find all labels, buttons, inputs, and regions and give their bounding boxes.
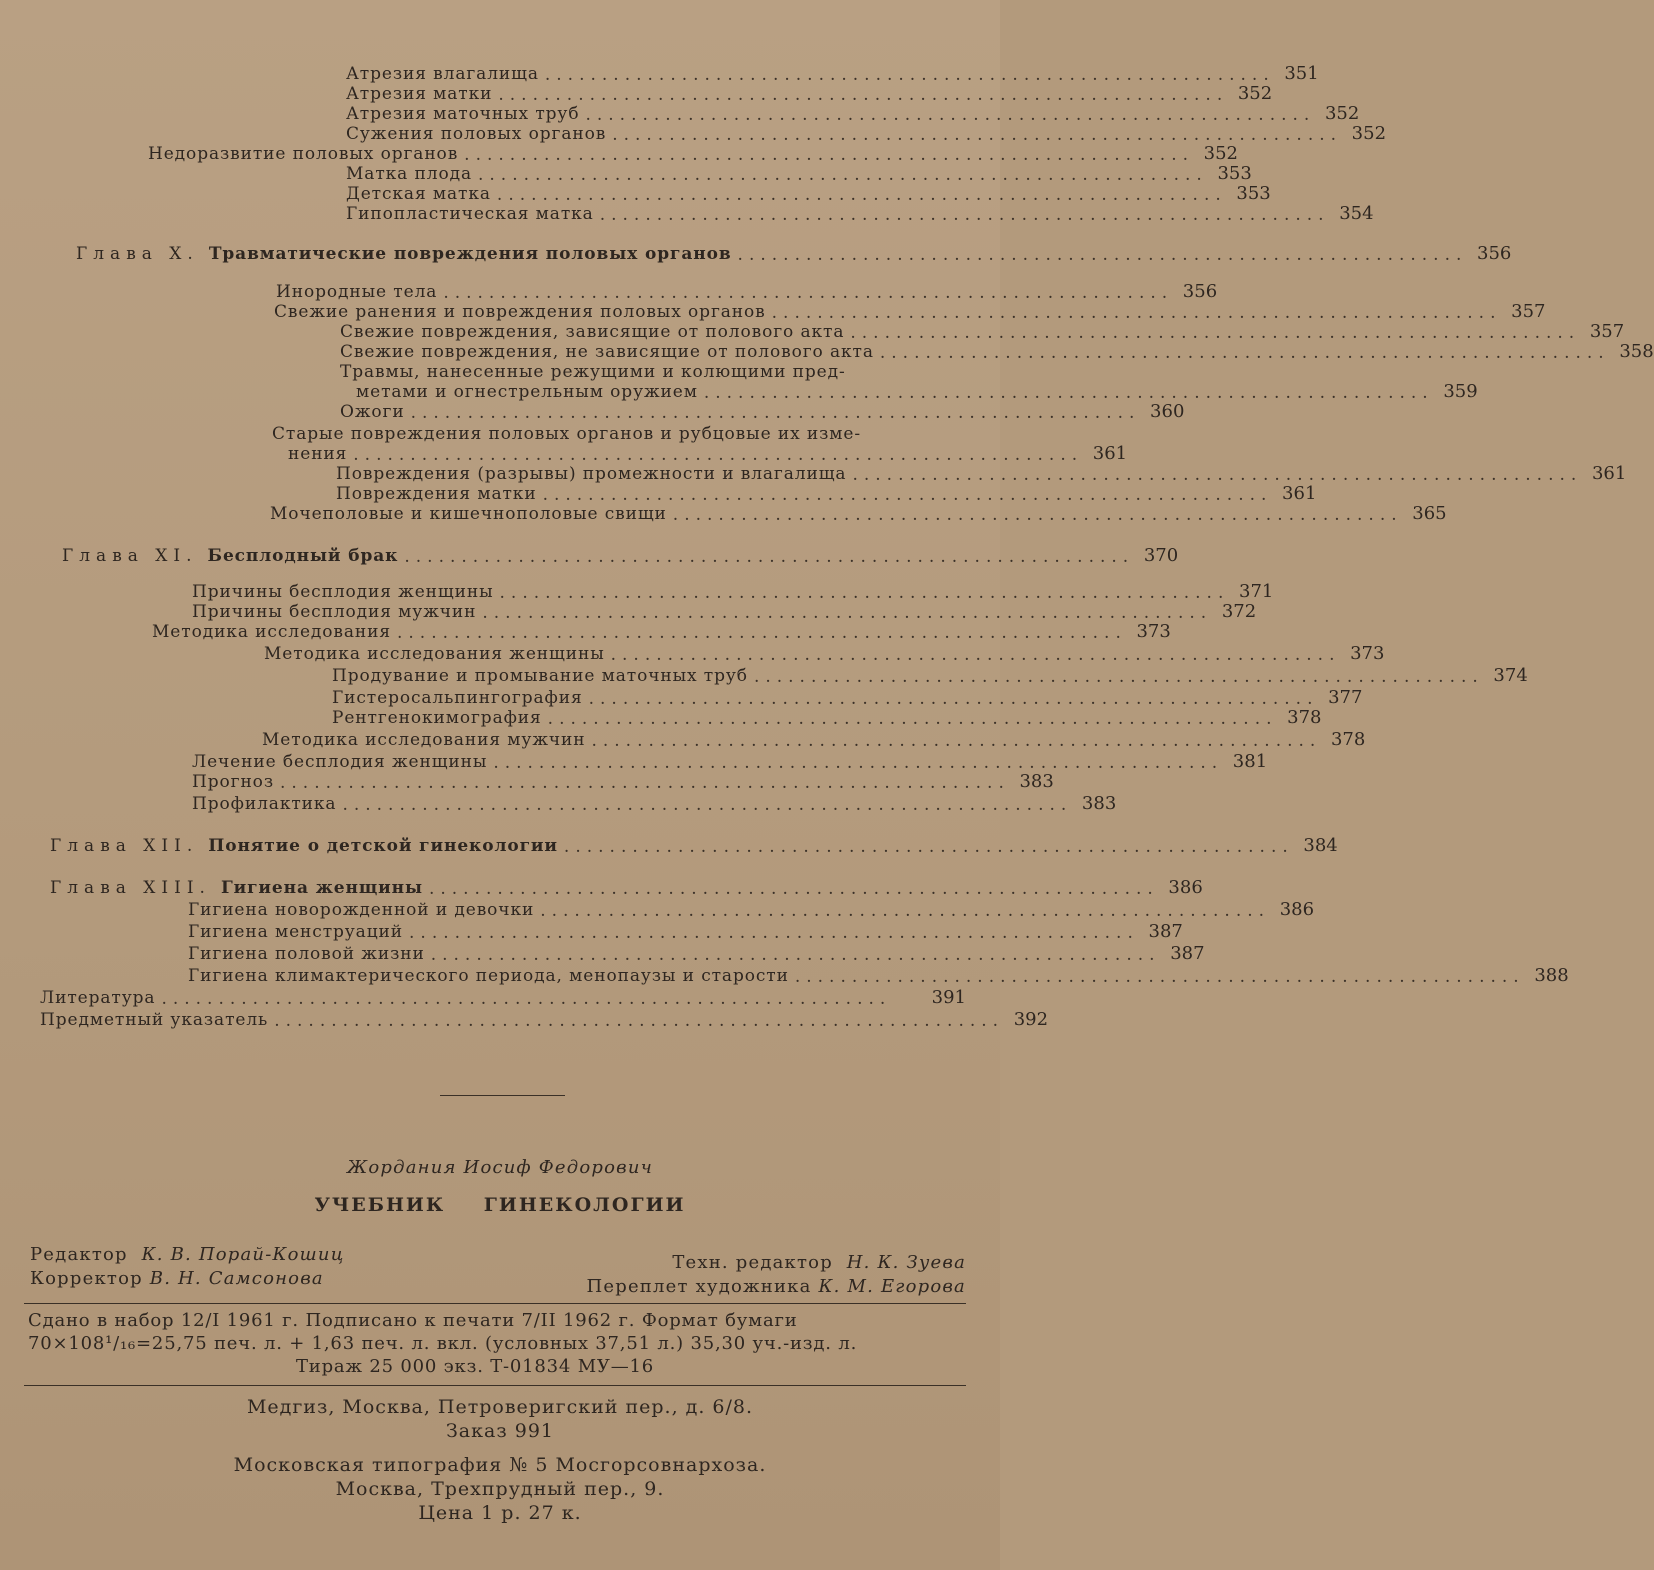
toc-entry: Повреждения (разрывы) промежности и влагалища ................................................................ 361 — [336, 463, 1627, 485]
toc-chapter-heading: Глава XII. Понятие о детской гинекологии ................................................................ 384 — [50, 835, 1338, 857]
toc-page-number: 377 — [1328, 687, 1363, 708]
toc-page-number: 387 — [1148, 921, 1183, 942]
toc-chapter-heading: Глава X. Травматические повреждения половых органов ................................................................ 356 — [76, 243, 1512, 265]
chapter-number: Глава XI. — [62, 546, 198, 566]
toc-page-number: 357 — [1511, 301, 1546, 322]
printer-address: Москва, Трехпрудный пер., 9. — [335, 1478, 665, 1500]
toc-entry: Предметный указатель ................................................................ 392 — [40, 1009, 1049, 1031]
toc-entry: Причины бесплодия женщины ................................................................ 371 — [192, 581, 1274, 603]
toc-page-number: 383 — [1081, 793, 1117, 814]
toc-page-number: 387 — [1170, 943, 1205, 964]
tech-editor-label: Техн. редактор — [672, 1252, 833, 1273]
printer-name: Московская типография № 5 Мосгорсовнархоза. — [233, 1454, 767, 1476]
toc-entry: Методика исследования мужчин ................................................................ 378 — [262, 729, 1366, 751]
editor-label: Редактор — [30, 1244, 128, 1265]
toc-entry: Атрезия маточных труб ................................................................ 352 — [346, 103, 1360, 125]
corrector-label: Корректор — [30, 1268, 143, 1289]
imprint-rule-top — [24, 1303, 966, 1304]
toc-page-number: 381 — [1232, 751, 1268, 772]
book-title: УЧЕБНИК ГИНЕКОЛОГИИ — [314, 1194, 686, 1216]
chapter-title: Гигиена женщины — [220, 878, 423, 898]
toc-entry: Мочеполовые и кишечнополовые свищи ................................................................ 365 — [270, 503, 1447, 525]
toc-page-number: 384 — [1303, 835, 1338, 856]
toc-entry: Атрезия влагалища ................................................................ 351 — [346, 63, 1319, 85]
chapter-title: Бесплодный брак — [207, 546, 399, 566]
toc-entry: Свежие повреждения, не зависящие от полового акта ................................................................ 358 — [340, 341, 1654, 363]
toc-page-number: 361 — [1591, 463, 1627, 484]
editor-credit — [30, 1244, 344, 1265]
toc-page-number: 361 — [1092, 443, 1128, 464]
editor-name: К. В. Порай-Кошиц — [141, 1244, 345, 1265]
toc-page-number: 386 — [1168, 877, 1203, 898]
toc-entry: Свежие ранения и повреждения половых органов ................................................................ 357 — [274, 301, 1546, 323]
binding-label: Переплет художника — [586, 1276, 812, 1297]
binding-artist-credit — [586, 1276, 966, 1297]
toc-page-number: 371 — [1239, 581, 1274, 602]
chapter-title: Понятие о детской гинекологии — [208, 836, 558, 856]
toc-page-number: 356 — [1182, 281, 1218, 302]
toc-chapter-heading: Глава XI. Бесплодный брак ................................................................ 370 — [62, 545, 1179, 567]
toc-entry: Матка плода ................................................................ 353 — [346, 163, 1252, 185]
toc-entry: Гигиена менструаций ................................................................ 387 — [188, 921, 1183, 943]
toc-page-number: 372 — [1221, 601, 1257, 622]
toc-entry: Гипопластическая матка ................................................................ 354 — [346, 203, 1374, 225]
toc-page-number: 352 — [1237, 83, 1273, 104]
toc-entry: Сужения половых органов ................................................................ 352 — [346, 123, 1387, 145]
toc-page-number: 365 — [1412, 503, 1447, 524]
imprint-line: Сдано в набор 12/I 1961 г. Подписано к печати 7/II 1962 г. Формат бумаги — [28, 1310, 798, 1331]
toc-page-number: 373 — [1350, 643, 1385, 664]
toc-page-number: 388 — [1534, 965, 1569, 986]
toc-page-number: 391 — [931, 987, 966, 1008]
toc-page-number: 373 — [1136, 621, 1171, 642]
toc-page-number: 386 — [1279, 899, 1315, 920]
toc-page-number: 392 — [1013, 1009, 1049, 1030]
separator-rule — [440, 1095, 565, 1096]
chapter-number: Глава XII. — [50, 836, 199, 856]
toc-page-number: 353 — [1217, 163, 1252, 184]
toc-page-number: 353 — [1236, 183, 1271, 204]
toc-entry: Продувание и промывание маточных труб ................................................................ 374 — [332, 665, 1528, 687]
toc-entry: Недоразвитие половых органов ................................................................ 352 — [148, 143, 1239, 165]
toc-entry: Гигиена новорожденной и девочки ................................................................ 386 — [188, 899, 1315, 921]
toc-entry: Рентгенокимография ................................................................ 378 — [332, 707, 1322, 729]
imprint-line: Тираж 25 000 экз. Т-01834 МУ—16 — [296, 1356, 655, 1377]
toc-page-number: 360 — [1150, 401, 1185, 422]
toc-page-number: 383 — [1019, 771, 1054, 792]
toc-entry: Ожоги ................................................................ 360 — [340, 401, 1185, 423]
chapter-number: Глава X. — [76, 244, 199, 264]
toc-page-number: 352 — [1203, 143, 1239, 164]
chapter-number: Глава XIII. — [50, 878, 211, 898]
toc-page-number: 370 — [1143, 545, 1179, 566]
toc-page-number: 359 — [1443, 381, 1478, 402]
publisher-address: Медгиз, Москва, Петроверигский пер., д. 6/8. — [246, 1396, 754, 1418]
toc-entry: Гигиена климактерического периода, менопаузы и старости ................................................................ 388 — [188, 965, 1569, 987]
corrector-name: В. Н. Самсонова — [149, 1268, 324, 1289]
toc-page-number: 361 — [1282, 483, 1317, 504]
toc-page-number: 354 — [1339, 203, 1374, 224]
tech-editor-credit — [672, 1252, 966, 1273]
binding-artist-name: К. М. Егорова — [818, 1276, 966, 1297]
toc-page-number: 378 — [1287, 707, 1322, 728]
toc-entry: нения ................................................................ 361 — [288, 443, 1128, 465]
imprint-rule-bottom — [24, 1385, 966, 1386]
toc-page-number: 358 — [1619, 341, 1654, 362]
order-number: Заказ 991 — [445, 1420, 555, 1442]
toc-entry: Гигиена половой жизни ................................................................ 387 — [188, 943, 1205, 965]
toc-chapter-heading: Глава XIII. Гигиена женщины ................................................................ 386 — [50, 877, 1203, 899]
toc-entry: Лечение бесплодия женщины ................................................................ 381 — [192, 751, 1268, 773]
toc-entry: Методика исследования ................................................................ 373 — [152, 621, 1171, 643]
chapter-title: Травматические повреждения половых органов — [208, 244, 732, 264]
tech-editor-name: Н. К. Зуева — [846, 1252, 966, 1273]
price: Цена 1 р. 27 к. — [418, 1502, 582, 1524]
toc-entry: Детская матка ................................................................ 353 — [346, 183, 1271, 205]
corrector-credit — [30, 1268, 324, 1289]
toc-entry: Профилактика ................................................................ 383 — [192, 793, 1117, 815]
toc-entry: Методика исследования женщины ................................................................ 373 — [264, 643, 1385, 665]
toc-entry: Гистеросальпингография ................................................................ 377 — [332, 687, 1363, 709]
toc-page-number: 352 — [1324, 103, 1360, 124]
toc-entry: Повреждения матки ................................................................ 361 — [336, 483, 1317, 505]
toc-entry: Атрезия матки ................................................................ 352 — [346, 83, 1273, 105]
toc-entry: Инородные тела ................................................................ 356 — [276, 281, 1218, 303]
toc-entry-line: Травмы, нанесенные режущими и колющими пред- — [340, 362, 846, 382]
toc-page-number: 351 — [1284, 63, 1319, 84]
toc-entry: Свежие повреждения, зависящие от полового акта ................................................................ 357 — [340, 321, 1625, 343]
imprint-line: 70×108¹/₁₆=25,75 печ. л. + 1,63 печ. л. вкл. (условных 37,51 л.) 35,30 уч.-изд. л. — [28, 1333, 858, 1354]
author-name: Жордания Иосиф Федорович — [346, 1157, 654, 1178]
toc-entry: Причины бесплодия мужчин ................................................................ 372 — [192, 601, 1257, 623]
toc-page-number: 378 — [1330, 729, 1366, 750]
toc-entry-line: Старые повреждения половых органов и рубцовые их изме- — [272, 424, 861, 444]
toc-page-number: 374 — [1493, 665, 1528, 686]
toc-entry: Литература ................................................................ 391 — [40, 987, 966, 1009]
toc-entry: метами и огнестрельным оружием ................................................................ 359 — [356, 381, 1478, 403]
toc-page-number: 356 — [1477, 243, 1512, 264]
toc-page-number: 352 — [1351, 123, 1387, 144]
toc-page-number: 357 — [1589, 321, 1625, 342]
toc-entry: Прогноз ................................................................ 383 — [192, 771, 1054, 793]
